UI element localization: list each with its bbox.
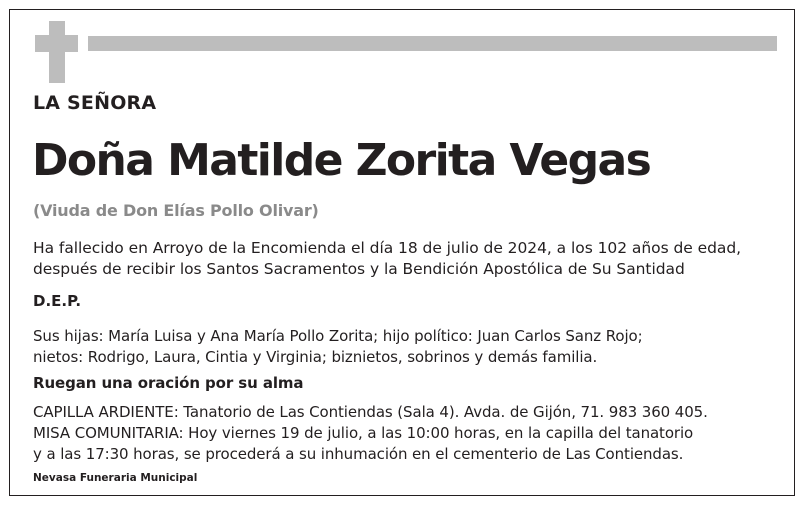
- funeral-arrangements: [33, 402, 708, 465]
- cross-horizontal-beam: [35, 35, 78, 52]
- widow-of-subtitle: (Viuda de Don Elías Pollo Olivar): [33, 201, 319, 220]
- rest-in-peace: D.E.P.: [33, 292, 82, 310]
- cross-vertical-beam: [49, 21, 65, 83]
- death-announcement: [33, 238, 741, 280]
- announcement-line: después de recibir los Santos Sacramentos y la Bendición Apostólica de Su Santidad: [33, 260, 685, 278]
- arrangements-line: MISA COMUNITARIA: Hoy viernes 19 de julio, a las 10:00 horas, en la capilla del tanatorio: [33, 424, 694, 442]
- honorific-title: LA SEÑORA: [33, 92, 157, 114]
- funeral-home-credit: Nevasa Funeraria Municipal: [33, 472, 198, 484]
- family-line: nietos: Rodrigo, Laura, Cintia y Virginia; biznietos, sobrinos y demás familia.: [33, 348, 598, 366]
- arrangements-line: y a las 17:30 horas, se procederá a su inhumación en el cementerio de Las Contiendas.: [33, 445, 684, 463]
- prayer-request: Ruegan una oración por su alma: [33, 374, 304, 392]
- family-list: [33, 326, 643, 368]
- family-line: Sus hijas: María Luisa y Ana María Pollo Zorita; hijo político: Juan Carlos Sanz Rojo;: [33, 327, 643, 345]
- deceased-name: Doña Matilde Zorita Vegas: [32, 135, 651, 186]
- header-divider-bar: [88, 36, 777, 51]
- announcement-line: Ha fallecido en Arroyo de la Encomienda el día 18 de julio de 2024, a los 102 años de edad,: [33, 239, 742, 257]
- arrangements-line: CAPILLA ARDIENTE: Tanatorio de Las Contiendas (Sala 4). Avda. de Gijón, 71. 983 360 405.: [33, 403, 708, 421]
